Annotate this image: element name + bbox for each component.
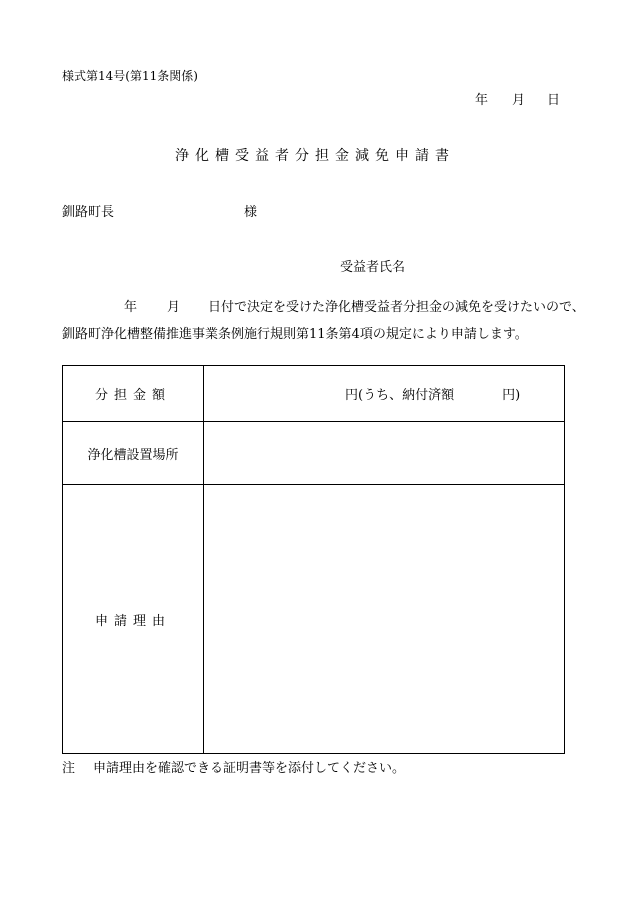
reason-label-cell (63, 485, 204, 754)
table-row (63, 366, 565, 422)
note-prefix: 注 (62, 761, 76, 776)
document-title: 浄化槽受益者分担金減免申請書 (175, 148, 455, 164)
form-number: 様式第14号(第11条関係) (62, 69, 198, 83)
addressee: 釧路町長 (62, 205, 115, 220)
date-month: 月 (512, 93, 526, 108)
reason-label: 申請理由 (94, 613, 171, 629)
date-line (475, 89, 560, 108)
applicant-name-label: 受益者氏名 (340, 260, 406, 275)
amount-label-cell (63, 366, 204, 422)
note-text: 申請理由を確認できる証明書等を添付してください。 (93, 761, 406, 776)
body-line-1 (62, 296, 585, 315)
table-row (63, 422, 565, 485)
honorific: 様 (244, 205, 258, 220)
body-year: 年 (124, 300, 138, 315)
date-day: 日 (547, 93, 561, 108)
table-row (63, 485, 565, 754)
location-field[interactable] (204, 422, 565, 485)
reason-field[interactable] (204, 485, 565, 754)
body-month: 月 (167, 300, 181, 315)
amount-yen-end: 円) (502, 388, 521, 403)
date-year: 年 (475, 93, 489, 108)
amount-field[interactable] (204, 366, 565, 422)
amount-label: 分担金額 (94, 388, 171, 403)
application-table (62, 365, 565, 754)
location-label: 浄化槽設置場所 (87, 447, 179, 463)
footnote (62, 757, 405, 776)
body-line1-text: 日付で決定を受けた浄化槽受益者分担金の減免を受けたいので、 (208, 300, 585, 315)
amount-yen-label: 円(うち、納付済額 (345, 388, 455, 403)
location-label-cell (63, 422, 204, 485)
body-line-2: 釧路町浄化槽整備推進事業条例施行規則第11条第4項の規定により申請します。 (62, 327, 528, 342)
